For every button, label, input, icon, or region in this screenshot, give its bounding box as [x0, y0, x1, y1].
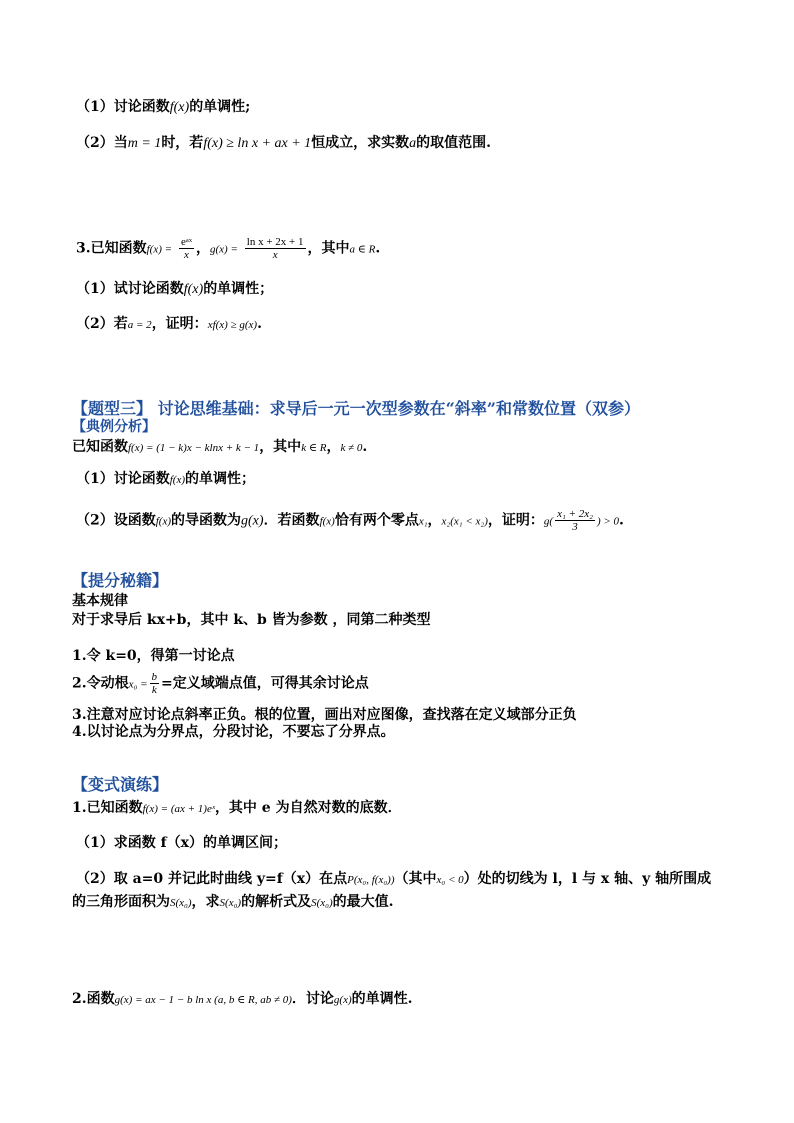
- tips-line-1: 基本规律: [72, 593, 128, 609]
- fraction: $\frac{\text{eᵃˣ}}{x}$: [180, 236, 193, 261]
- tips-line-3: 1.令 k=0，得第一讨论点: [72, 648, 235, 664]
- section-title-type3: 【题型三】 讨论思维基础：求导后一元一次型参数在“斜率”和常数位置（双参）: [72, 399, 640, 418]
- example-label: 【典例分析】: [72, 419, 156, 435]
- practice-q2: 2.函数g(x) = ax − 1 − b ln x (a, b ∈ R, ab ≠ 0)．讨论g(x)的单调性.: [72, 991, 413, 1007]
- tips-line-4: 2.令动根x₀ = $\frac{b}{k}$ =定义域端点值，可得其余讨论点: [72, 671, 369, 696]
- fraction: $\frac{\text{ln x + 2x + 1}}{x}$: [246, 236, 304, 261]
- practice-q1-part-2b: 的三角形面积为S(x₀)，求S(x₀)的解析式及S(x₀)的最大值.: [72, 894, 394, 910]
- prev-part-1: （1）讨论函数f(x)的单调性;: [76, 99, 251, 115]
- tips-line-6: 4.以讨论点为分界点，分段讨论，不要忘了分界点。: [72, 724, 395, 740]
- tips-title: 【提分秘籍】: [72, 571, 169, 590]
- q3-stem: 3.已知函数f(x) = $\frac{\text{eᵃˣ}}{x}$ ，g(x) = $\frac{\text{ln x + 2x + 1}}{x}$ ，其中a ∈ R.: [76, 236, 381, 261]
- fraction: $\frac{\text{x₁ + 2x₂}}{3}$: [557, 508, 593, 533]
- fraction: $\frac{b}{k}$: [151, 671, 158, 696]
- tips-line-2: 对于求导后 kx+b，其中 k、b 皆为参数 ，同第二种类型: [72, 612, 431, 628]
- practice-q1-stem: 1.已知函数f(x) = (ax + 1)eˣ，其中 e 为自然对数的底数．: [72, 800, 402, 816]
- practice-q1-part-1: （1）求函数 f（x）的单调区间；: [76, 835, 287, 851]
- tips-line-5: 3.注意对应讨论点斜率正负。根的位置，画出对应图像，查找落在定义域部分正负: [72, 707, 577, 723]
- prev-part-2: （2）当m = 1时，若f(x) ≥ ln x + ax + 1恒成立，求实数a的取值范围.: [76, 135, 492, 151]
- example-part-2: （2）设函数f(x)的导函数为g(x)．若函数f(x)恰有两个零点x₁，x₂(x₁ < x₂)，证明：g( $\frac{\text{x₁ + 2x₂}}{3}$ ) > 0.: [76, 508, 624, 533]
- q3-part-1: （1）试讨论函数f(x)的单调性；: [76, 281, 274, 297]
- example-stem: 已知函数f(x) = (1 − k)x − klnx + k − 1，其中k ∈ R，k ≠ 0.: [72, 439, 368, 455]
- practice-title: 【变式演练】: [72, 775, 169, 794]
- example-part-1: （1）讨论函数f(x)的单调性；: [76, 471, 256, 487]
- q3-part-2: （2）若a = 2，证明：xf(x) ≥ g(x).: [76, 316, 262, 332]
- practice-q1-part-2a: （2）取 a=0 并记此时曲线 y=f（x）在点P(x₀, f(x₀))（其中x₀ < 0）处的切线为 l，l 与 x 轴、y 轴所围成: [76, 871, 712, 887]
